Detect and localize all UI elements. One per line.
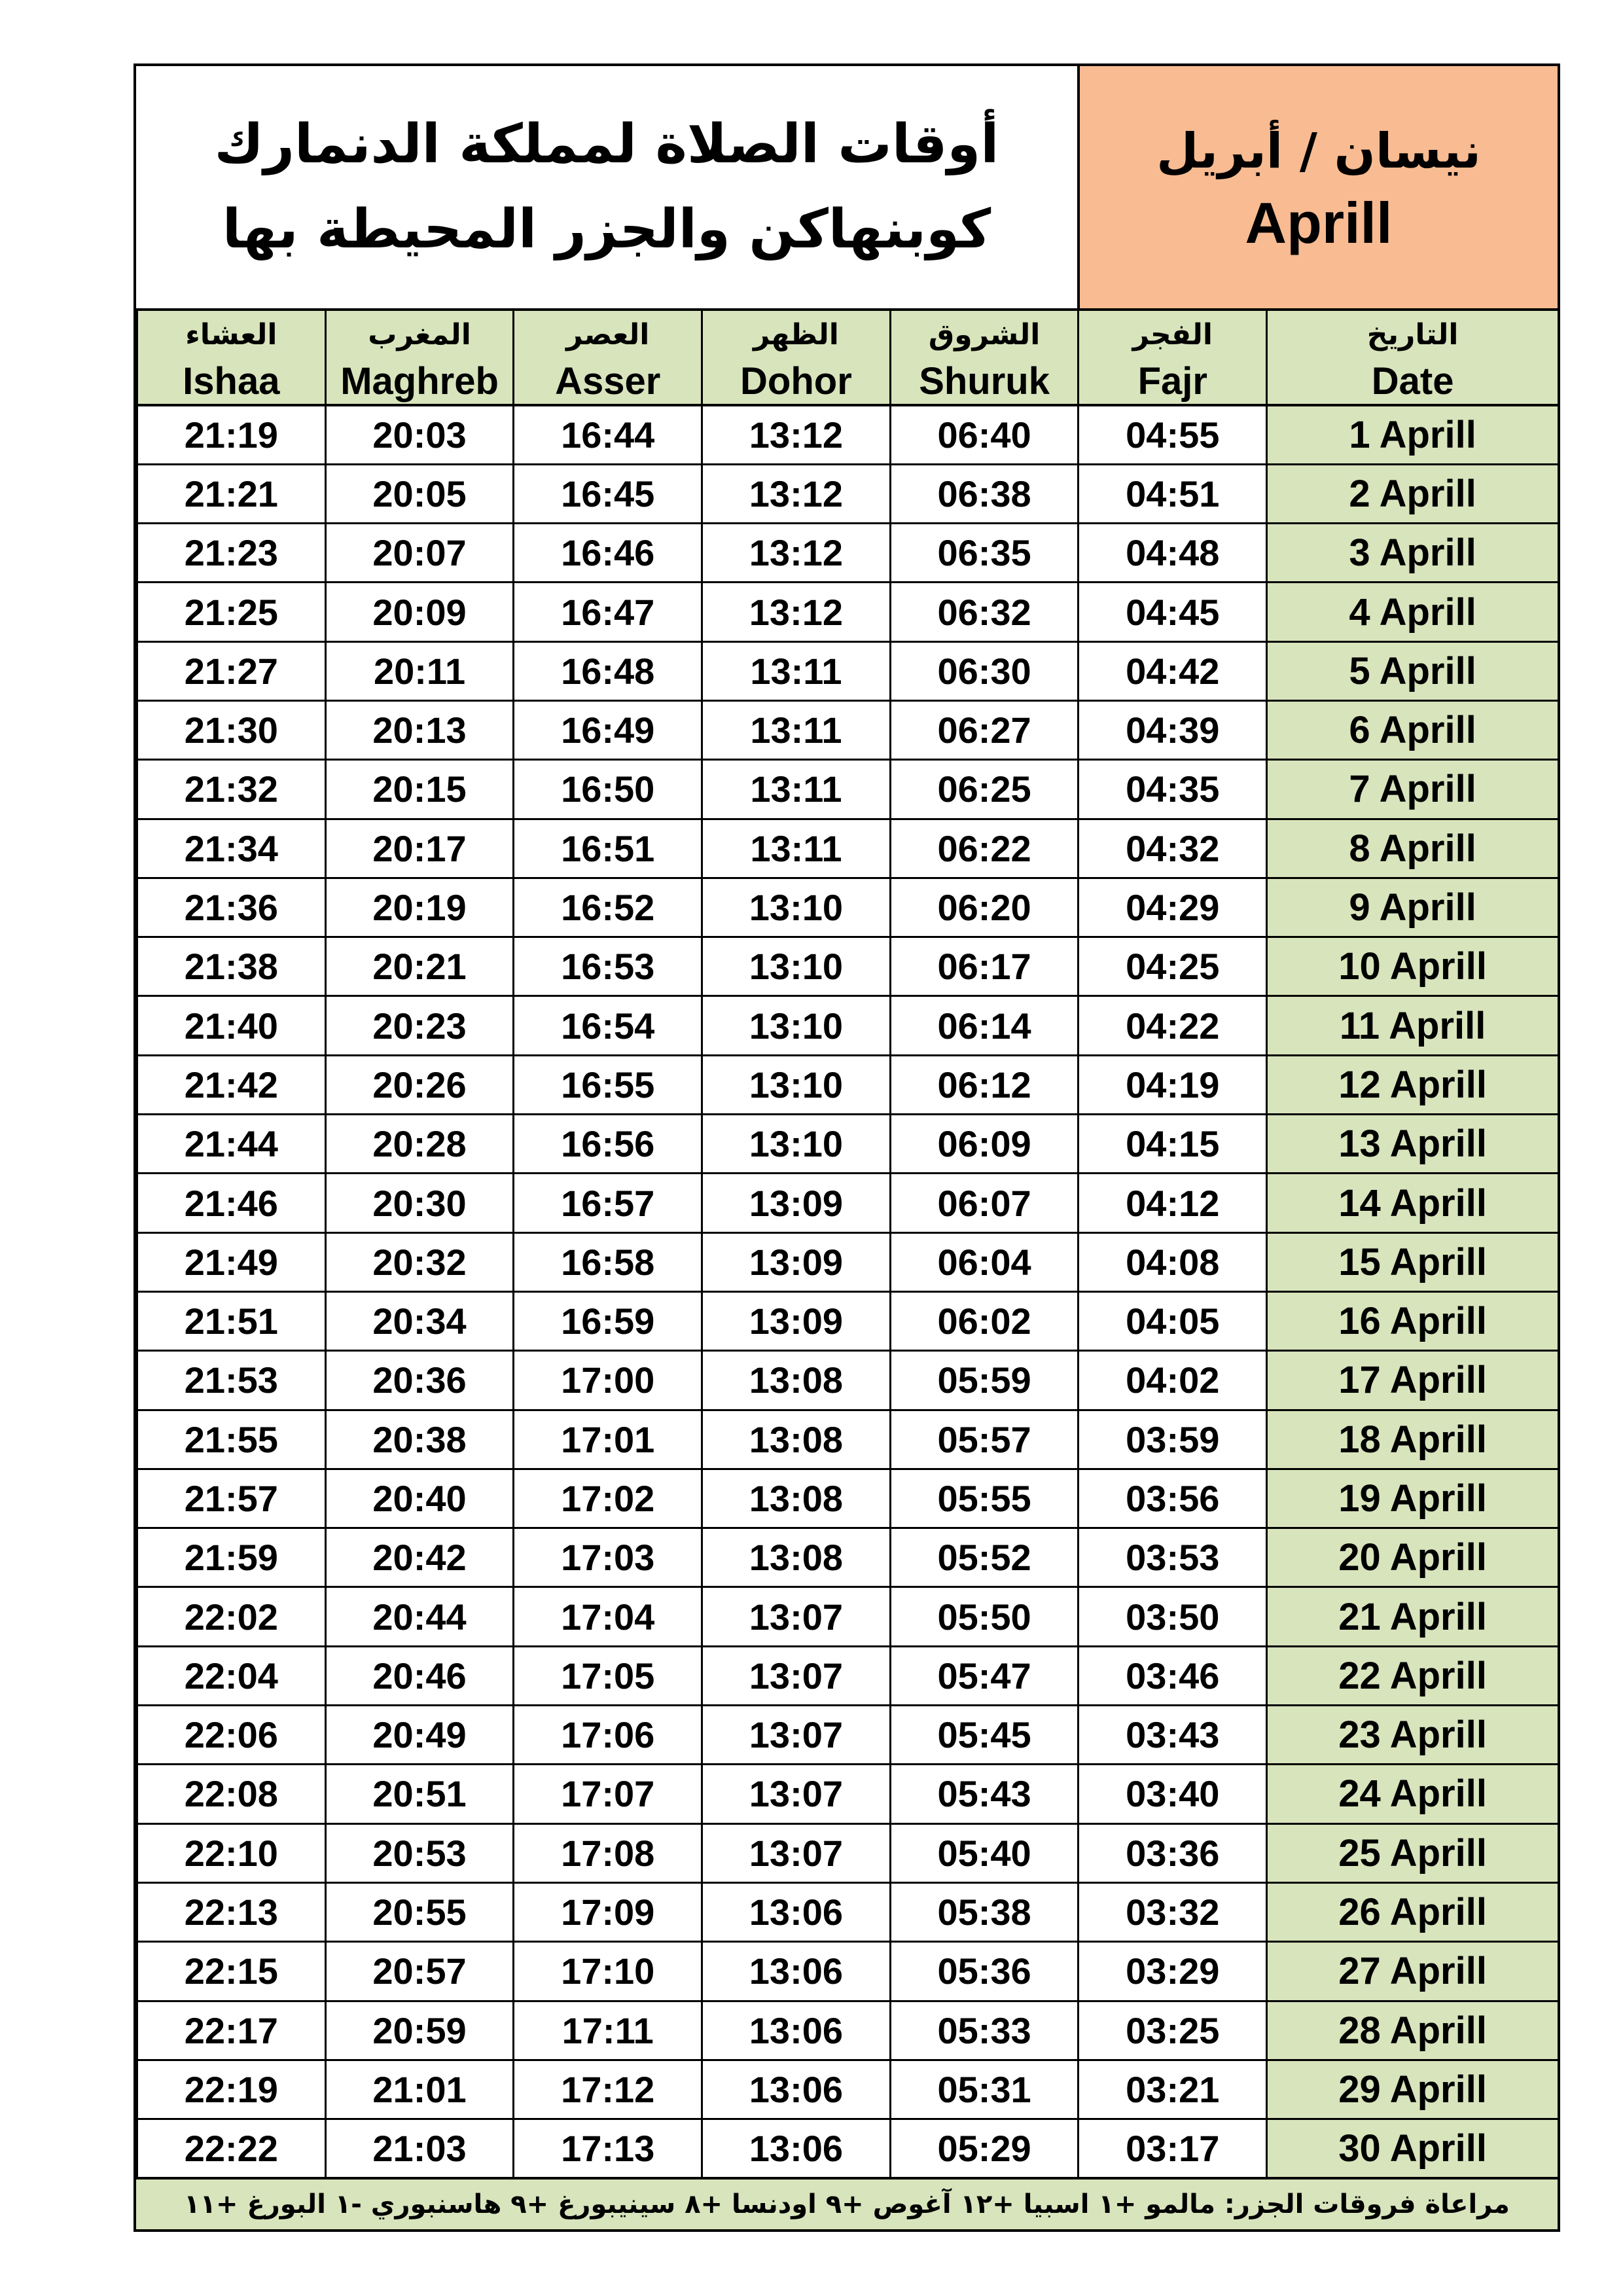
table-row: [137, 1174, 1559, 1232]
shuruk-time-cell: 06:25: [890, 760, 1079, 819]
ishaa-time-cell: 22:02: [137, 1587, 326, 1646]
table-row: [137, 996, 1559, 1055]
table-row: [137, 1942, 1559, 2001]
ishaa-time-cell: 21:53: [137, 1351, 326, 1410]
fajr-time-cell: 04:12: [1079, 1174, 1267, 1232]
table-row: [137, 583, 1559, 641]
fajr-time-cell: 04:22: [1079, 996, 1267, 1055]
fajr-time-cell: 04:29: [1079, 878, 1267, 937]
dohor-time-cell: 13:08: [702, 1351, 891, 1410]
date-cell: 22 Aprill: [1267, 1646, 1559, 1705]
fajr-time-cell: 04:42: [1079, 641, 1267, 700]
dohor-time-cell: 13:11: [702, 760, 891, 819]
fajr-time-cell: 04:32: [1079, 819, 1267, 878]
date-cell: 21 Aprill: [1267, 1587, 1559, 1646]
dohor-time-cell: 13:07: [702, 1706, 891, 1765]
table-row: [137, 641, 1559, 700]
dohor-time-cell: 13:06: [702, 1942, 891, 2001]
date-cell: 10 Aprill: [1267, 937, 1559, 996]
shuruk-time-cell: 05:59: [890, 1351, 1079, 1410]
asser-time-cell: 16:49: [514, 700, 702, 759]
dohor-time-cell: 13:08: [702, 1469, 891, 1528]
maghreb-time-cell: 20:32: [325, 1232, 514, 1291]
maghreb-time-cell: 20:19: [325, 878, 514, 937]
shuruk-time-cell: 05:38: [890, 1882, 1079, 1941]
maghreb-time-cell: 20:44: [325, 1587, 514, 1646]
maghreb-time-cell: 20:53: [325, 1823, 514, 1882]
ishaa-time-cell: 21:51: [137, 1291, 326, 1350]
ishaa-time-cell: 21:55: [137, 1410, 326, 1469]
asser-time-cell: 16:57: [514, 1174, 702, 1232]
asser-time-cell: 16:47: [514, 583, 702, 641]
dohor-time-cell: 13:06: [702, 1882, 891, 1941]
shuruk-time-cell: 05:31: [890, 2060, 1079, 2119]
ishaa-time-cell: 22:10: [137, 1823, 326, 1882]
dohor-time-cell: 13:11: [702, 819, 891, 878]
fajr-time-cell: 03:25: [1079, 2001, 1267, 2060]
asser-time-cell: 16:45: [514, 464, 702, 523]
shuruk-time-cell: 05:57: [890, 1410, 1079, 1469]
fajr-time-cell: 04:35: [1079, 760, 1267, 819]
maghreb-time-cell: 20:26: [325, 1055, 514, 1114]
ishaa-time-cell: 21:38: [137, 937, 326, 996]
date-cell: 12 Aprill: [1267, 1055, 1559, 1114]
date-cell: 3 Aprill: [1267, 524, 1559, 583]
shuruk-time-cell: 06:09: [890, 1115, 1079, 1174]
asser-time-cell: 16:58: [514, 1232, 702, 1291]
dohor-time-cell: 13:12: [702, 464, 891, 523]
date-cell: 6 Aprill: [1267, 700, 1559, 759]
table-row: [137, 524, 1559, 583]
asser-time-cell: 17:04: [514, 1587, 702, 1646]
fajr-time-cell: 04:05: [1079, 1291, 1267, 1350]
date-cell: 19 Aprill: [1267, 1469, 1559, 1528]
table-row: [137, 1587, 1559, 1646]
dohor-time-cell: 13:06: [702, 2060, 891, 2119]
maghreb-time-cell: 20:46: [325, 1646, 514, 1705]
dohor-time-cell: 13:12: [702, 405, 891, 464]
dohor-time-cell: 13:09: [702, 1232, 891, 1291]
asser-time-cell: 17:12: [514, 2060, 702, 2119]
table-row: [137, 2060, 1559, 2119]
table-row: [137, 1469, 1559, 1528]
ishaa-time-cell: 21:57: [137, 1469, 326, 1528]
table-row: [137, 1528, 1559, 1587]
shuruk-time-cell: 06:17: [890, 937, 1079, 996]
column-header-dohor-ar: الظهر: [702, 311, 891, 358]
ishaa-time-cell: 22:19: [137, 2060, 326, 2119]
ishaa-time-cell: 21:59: [137, 1528, 326, 1587]
shuruk-time-cell: 06:14: [890, 996, 1079, 1055]
dohor-time-cell: 13:10: [702, 878, 891, 937]
maghreb-time-cell: 20:34: [325, 1291, 514, 1350]
date-cell: 13 Aprill: [1267, 1115, 1559, 1174]
fajr-time-cell: 04:55: [1079, 405, 1267, 464]
ishaa-time-cell: 21:34: [137, 819, 326, 878]
asser-time-cell: 17:06: [514, 1706, 702, 1765]
asser-time-cell: 16:59: [514, 1291, 702, 1350]
fajr-time-cell: 03:29: [1079, 1942, 1267, 2001]
fajr-time-cell: 03:46: [1079, 1646, 1267, 1705]
table-row: [137, 2001, 1559, 2060]
shuruk-time-cell: 06:02: [890, 1291, 1079, 1350]
dohor-time-cell: 13:12: [702, 583, 891, 641]
asser-time-cell: 17:08: [514, 1823, 702, 1882]
dohor-time-cell: 13:10: [702, 1115, 891, 1174]
asser-time-cell: 17:02: [514, 1469, 702, 1528]
asser-time-cell: 17:11: [514, 2001, 702, 2060]
asser-time-cell: 16:53: [514, 937, 702, 996]
fajr-time-cell: 03:40: [1079, 1765, 1267, 1823]
table-row: [137, 1706, 1559, 1765]
shuruk-time-cell: 06:32: [890, 583, 1079, 641]
column-header-maghreb-en: Maghreb: [325, 358, 514, 405]
asser-time-cell: 16:56: [514, 1115, 702, 1174]
date-cell: 24 Aprill: [1267, 1765, 1559, 1823]
table-row: [137, 1882, 1559, 1941]
asser-time-cell: 17:03: [514, 1528, 702, 1587]
month-arabic: نيسان / أبريل: [1156, 123, 1481, 179]
dohor-time-cell: 13:10: [702, 996, 891, 1055]
date-cell: 4 Aprill: [1267, 583, 1559, 641]
ishaa-time-cell: 21:49: [137, 1232, 326, 1291]
maghreb-time-cell: 20:13: [325, 700, 514, 759]
dohor-time-cell: 13:06: [702, 2001, 891, 2060]
ishaa-time-cell: 21:30: [137, 700, 326, 759]
fajr-time-cell: 03:56: [1079, 1469, 1267, 1528]
date-cell: 1 Aprill: [1267, 405, 1559, 464]
maghreb-time-cell: 20:30: [325, 1174, 514, 1232]
table-row: [137, 1055, 1559, 1114]
maghreb-time-cell: 20:49: [325, 1706, 514, 1765]
maghreb-time-cell: 20:38: [325, 1410, 514, 1469]
dohor-time-cell: 13:07: [702, 1646, 891, 1705]
column-header-ishaa-ar: العشاء: [137, 311, 326, 358]
shuruk-time-cell: 05:33: [890, 2001, 1079, 2060]
ishaa-time-cell: 22:17: [137, 2001, 326, 2060]
dohor-time-cell: 13:07: [702, 1823, 891, 1882]
table-row: [137, 1410, 1559, 1469]
fajr-time-cell: 03:32: [1079, 1882, 1267, 1941]
table-body: [137, 405, 1559, 2178]
dohor-time-cell: 13:08: [702, 1528, 891, 1587]
shuruk-time-cell: 06:40: [890, 405, 1079, 464]
fajr-time-cell: 03:17: [1079, 2119, 1267, 2178]
column-header-dohor-en: Dohor: [702, 358, 891, 405]
table-row: [137, 464, 1559, 523]
ishaa-time-cell: 21:21: [137, 464, 326, 523]
fajr-time-cell: 03:53: [1079, 1528, 1267, 1587]
ishaa-time-cell: 22:22: [137, 2119, 326, 2178]
date-cell: 15 Aprill: [1267, 1232, 1559, 1291]
ishaa-time-cell: 21:44: [137, 1115, 326, 1174]
column-header-date-ar: التاريخ: [1267, 311, 1559, 358]
maghreb-time-cell: 20:05: [325, 464, 514, 523]
date-cell: 29 Aprill: [1267, 2060, 1559, 2119]
ishaa-time-cell: 21:40: [137, 996, 326, 1055]
dohor-time-cell: 13:08: [702, 1410, 891, 1469]
date-cell: 8 Aprill: [1267, 819, 1559, 878]
shuruk-time-cell: 05:45: [890, 1706, 1079, 1765]
shuruk-time-cell: 05:29: [890, 2119, 1079, 2178]
shuruk-time-cell: 05:43: [890, 1765, 1079, 1823]
shuruk-time-cell: 06:07: [890, 1174, 1079, 1232]
column-header-shuruk-ar: الشروق: [890, 311, 1079, 358]
asser-time-cell: 17:00: [514, 1351, 702, 1410]
shuruk-time-cell: 06:38: [890, 464, 1079, 523]
shuruk-time-cell: 06:30: [890, 641, 1079, 700]
dohor-time-cell: 13:11: [702, 641, 891, 700]
maghreb-time-cell: 20:42: [325, 1528, 514, 1587]
date-cell: 27 Aprill: [1267, 1942, 1559, 2001]
fajr-time-cell: 04:08: [1079, 1232, 1267, 1291]
ishaa-time-cell: 22:04: [137, 1646, 326, 1705]
asser-time-cell: 16:55: [514, 1055, 702, 1114]
fajr-time-cell: 03:59: [1079, 1410, 1267, 1469]
fajr-time-cell: 04:48: [1079, 524, 1267, 583]
date-cell: 30 Aprill: [1267, 2119, 1559, 2178]
ishaa-time-cell: 22:13: [137, 1882, 326, 1941]
table-row: [137, 1823, 1559, 1882]
date-cell: 9 Aprill: [1267, 878, 1559, 937]
table-row: [137, 1232, 1559, 1291]
fajr-time-cell: 04:02: [1079, 1351, 1267, 1410]
ishaa-time-cell: 21:32: [137, 760, 326, 819]
fajr-time-cell: 04:51: [1079, 464, 1267, 523]
date-cell: 18 Aprill: [1267, 1410, 1559, 1469]
asser-time-cell: 17:05: [514, 1646, 702, 1705]
asser-time-cell: 16:52: [514, 878, 702, 937]
maghreb-time-cell: 20:51: [325, 1765, 514, 1823]
table-row: [137, 819, 1559, 878]
date-cell: 11 Aprill: [1267, 996, 1559, 1055]
dohor-time-cell: 13:10: [702, 937, 891, 996]
month-panel: [1077, 66, 1558, 308]
maghreb-time-cell: 20:03: [325, 405, 514, 464]
asser-time-cell: 16:48: [514, 641, 702, 700]
fajr-time-cell: 03:36: [1079, 1823, 1267, 1882]
month-english: Aprill: [1245, 190, 1393, 255]
table-row: [137, 1291, 1559, 1350]
dohor-time-cell: 13:07: [702, 1587, 891, 1646]
ishaa-time-cell: 21:42: [137, 1055, 326, 1114]
prayer-timetable-sheet: [134, 63, 1560, 2232]
table-row: [137, 760, 1559, 819]
dohor-time-cell: 13:06: [702, 2119, 891, 2178]
table-row: [137, 1646, 1559, 1705]
shuruk-time-cell: 06:35: [890, 524, 1079, 583]
asser-time-cell: 16:51: [514, 819, 702, 878]
asser-time-cell: 17:10: [514, 1942, 702, 2001]
shuruk-time-cell: 05:36: [890, 1942, 1079, 2001]
shuruk-time-cell: 05:40: [890, 1823, 1079, 1882]
maghreb-time-cell: 20:17: [325, 819, 514, 878]
shuruk-time-cell: 06:22: [890, 819, 1079, 878]
shuruk-time-cell: 05:52: [890, 1528, 1079, 1587]
date-cell: 2 Aprill: [1267, 464, 1559, 523]
column-header-fajr-en: Fajr: [1079, 358, 1267, 405]
maghreb-time-cell: 20:59: [325, 2001, 514, 2060]
column-header-ishaa-en: Ishaa: [137, 358, 326, 405]
fajr-time-cell: 04:25: [1079, 937, 1267, 996]
fajr-time-cell: 04:39: [1079, 700, 1267, 759]
maghreb-time-cell: 20:21: [325, 937, 514, 996]
header-row-english: [137, 358, 1559, 405]
title-line-2: كوبنهاكن والجزر المحيطة بها: [222, 198, 991, 260]
column-header-fajr-ar: الفجر: [1079, 311, 1267, 358]
asser-time-cell: 17:09: [514, 1882, 702, 1941]
fajr-time-cell: 04:45: [1079, 583, 1267, 641]
date-cell: 5 Aprill: [1267, 641, 1559, 700]
date-cell: 23 Aprill: [1267, 1706, 1559, 1765]
date-cell: 16 Aprill: [1267, 1291, 1559, 1350]
date-cell: 14 Aprill: [1267, 1174, 1559, 1232]
shuruk-time-cell: 05:47: [890, 1646, 1079, 1705]
fajr-time-cell: 03:50: [1079, 1587, 1267, 1646]
ishaa-time-cell: 21:36: [137, 878, 326, 937]
maghreb-time-cell: 20:55: [325, 1882, 514, 1941]
shuruk-time-cell: 06:27: [890, 700, 1079, 759]
date-cell: 20 Aprill: [1267, 1528, 1559, 1587]
ishaa-time-cell: 21:27: [137, 641, 326, 700]
asser-time-cell: 17:01: [514, 1410, 702, 1469]
maghreb-time-cell: 20:40: [325, 1469, 514, 1528]
dohor-time-cell: 13:09: [702, 1291, 891, 1350]
table-row: [137, 700, 1559, 759]
maghreb-time-cell: 20:11: [325, 641, 514, 700]
maghreb-time-cell: 20:28: [325, 1115, 514, 1174]
ishaa-time-cell: 22:06: [137, 1706, 326, 1765]
table-row: [137, 878, 1559, 937]
dohor-time-cell: 13:12: [702, 524, 891, 583]
ishaa-time-cell: 22:08: [137, 1765, 326, 1823]
footer-note: مراعاة فروقات الجزر: مالمو +١ اسبيا +١٢ آغوص +٩ اودنسا +٨ سينيبورغ +٩ هاسنبوري -١ البورغ +١١: [136, 2179, 1558, 2229]
maghreb-time-cell: 20:57: [325, 1942, 514, 2001]
column-header-shuruk-en: Shuruk: [890, 358, 1079, 405]
column-header-asser-en: Asser: [514, 358, 702, 405]
maghreb-time-cell: 20:15: [325, 760, 514, 819]
asser-time-cell: 16:44: [514, 405, 702, 464]
ishaa-time-cell: 21:25: [137, 583, 326, 641]
fajr-time-cell: 03:21: [1079, 2060, 1267, 2119]
column-header-date-en: Date: [1267, 358, 1559, 405]
header-row-arabic: [137, 311, 1559, 358]
maghreb-time-cell: 21:03: [325, 2119, 514, 2178]
ishaa-time-cell: 22:15: [137, 1942, 326, 2001]
table-row: [137, 2119, 1559, 2178]
asser-time-cell: 16:54: [514, 996, 702, 1055]
dohor-time-cell: 13:11: [702, 700, 891, 759]
shuruk-time-cell: 06:04: [890, 1232, 1079, 1291]
fajr-time-cell: 04:15: [1079, 1115, 1267, 1174]
maghreb-time-cell: 20:23: [325, 996, 514, 1055]
fajr-time-cell: 04:19: [1079, 1055, 1267, 1114]
table-row: [137, 1115, 1559, 1174]
shuruk-time-cell: 05:55: [890, 1469, 1079, 1528]
maghreb-time-cell: 20:09: [325, 583, 514, 641]
ishaa-time-cell: 21:23: [137, 524, 326, 583]
title-band: [136, 66, 1558, 311]
date-cell: 7 Aprill: [1267, 760, 1559, 819]
title-line-1: أوقات الصلاة لمملكة الدنمارك: [214, 113, 999, 175]
date-cell: 17 Aprill: [1267, 1351, 1559, 1410]
maghreb-time-cell: 20:07: [325, 524, 514, 583]
fajr-time-cell: 03:43: [1079, 1706, 1267, 1765]
table-row: [137, 1351, 1559, 1410]
column-header-maghreb-ar: المغرب: [325, 311, 514, 358]
table-row: [137, 937, 1559, 996]
date-cell: 25 Aprill: [1267, 1823, 1559, 1882]
ishaa-time-cell: 21:19: [137, 405, 326, 464]
title-block: [136, 66, 1077, 308]
asser-time-cell: 17:07: [514, 1765, 702, 1823]
asser-time-cell: 16:50: [514, 760, 702, 819]
dohor-time-cell: 13:07: [702, 1765, 891, 1823]
dohor-time-cell: 13:09: [702, 1174, 891, 1232]
shuruk-time-cell: 05:50: [890, 1587, 1079, 1646]
ishaa-time-cell: 21:46: [137, 1174, 326, 1232]
table-row: [137, 1765, 1559, 1823]
shuruk-time-cell: 06:20: [890, 878, 1079, 937]
asser-time-cell: 16:46: [514, 524, 702, 583]
table-row: [137, 405, 1559, 464]
dohor-time-cell: 13:10: [702, 1055, 891, 1114]
maghreb-time-cell: 21:01: [325, 2060, 514, 2119]
column-header-asser-ar: العصر: [514, 311, 702, 358]
maghreb-time-cell: 20:36: [325, 1351, 514, 1410]
shuruk-time-cell: 06:12: [890, 1055, 1079, 1114]
date-cell: 26 Aprill: [1267, 1882, 1559, 1941]
prayer-times-table: [136, 311, 1560, 2179]
asser-time-cell: 17:13: [514, 2119, 702, 2178]
date-cell: 28 Aprill: [1267, 2001, 1559, 2060]
